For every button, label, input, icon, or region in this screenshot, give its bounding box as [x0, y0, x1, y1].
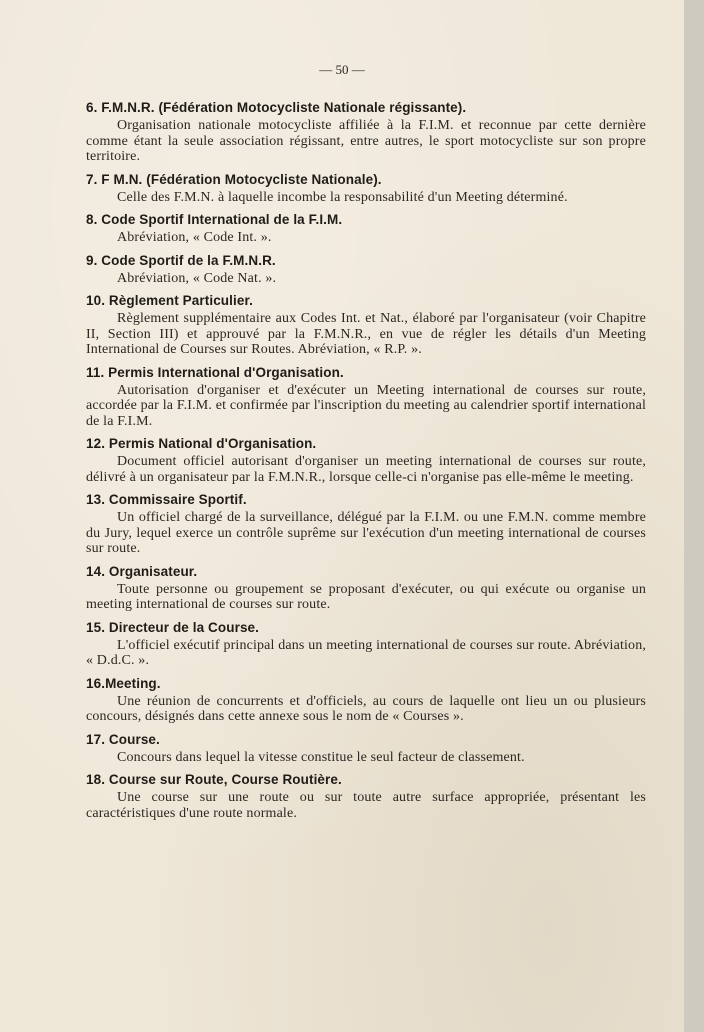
definition-entry	[86, 210, 646, 246]
definition-body: Une course sur une route ou sur toute autre surface appropriée, présentant les caractéristiques d'une route normale.	[86, 790, 646, 821]
definition-entry	[86, 490, 646, 557]
definition-entry	[86, 618, 646, 669]
definition-heading: 10. Règlement Particulier.	[86, 293, 253, 308]
definition-entry	[86, 291, 646, 358]
definition-body: Document officiel autorisant d'organiser un meeting international de courses sur route, délivré à un organisateur par la F.M.N.R., lorsque celle-ci n'organise pas elle-même le meeting.	[86, 454, 646, 485]
definition-entry	[86, 730, 646, 766]
definition-heading: 16.Meeting.	[86, 675, 161, 691]
definition-heading: 8. Code Sportif International de la F.I.M.	[86, 212, 343, 227]
definition-body: Celle des F.M.N. à laquelle incombe la responsabilité d'un Meeting déterminé.	[117, 189, 568, 205]
page-edge	[684, 0, 704, 1032]
definition-heading: 17. Course.	[86, 731, 160, 747]
definition-heading: 11. Permis International d'Organisation.	[86, 364, 344, 380]
definition-heading: 18. Course sur Route, Course Routière.	[86, 772, 342, 787]
definition-heading: 9. Code Sportif de la F.M.N.R.	[86, 252, 276, 268]
definition-body: Une réunion de concurrents et d'officiels, au cours de laquelle ont lieu un ou plusieurs concours, désignés dans cette annexe sous le nom de « Courses ».	[86, 693, 646, 724]
definition-body: L'officiel exécutif principal dans un meeting international de courses sur route. Abréviation, « D.d.C. ».	[86, 637, 646, 668]
definition-heading: 6. F.M.N.R. (Fédération Motocycliste Nationale régissante).	[86, 100, 467, 115]
definition-heading: 15. Directeur de la Course.	[86, 619, 260, 635]
definition-heading: 12. Permis National d'Organisation.	[86, 436, 317, 451]
definition-body: Organisation nationale motocycliste affiliée à la F.I.M. et reconnue par cette dernière comme étant la seule association régissant, entre autres, le sport motocycliste sur son propre territoire.	[86, 118, 646, 164]
definition-body: Autorisation d'organiser et d'exécuter un Meeting international de courses sur route, accordée par la F.I.M. et confirmée par l'inscription du meeting au calendrier sportif international de la F.I.M.	[86, 382, 646, 429]
definition-body: Concours dans lequel la vitesse constitue le seul facteur de classement.	[117, 749, 525, 765]
page-number: — 50 —	[319, 62, 365, 77]
definition-body: Toute personne ou groupement se proposant d'exécuter, ou qui exécute ou organise un meeting international de courses sur route.	[86, 581, 646, 612]
definition-body: Abréviation, « Code Int. ».	[117, 230, 272, 245]
definition-heading: 14. Organisateur.	[86, 563, 198, 579]
definition-entry	[86, 363, 646, 430]
definition-entry	[86, 98, 646, 165]
definition-heading: 13. Commissaire Sportif.	[86, 492, 247, 507]
definition-entry	[86, 674, 646, 725]
definition-body: Règlement supplémentaire aux Codes Int. et Nat., élaboré par l'organisateur (voir Chapitre II, Section III) et approuvé par la F.M.N.R., en vue de régler les détails d'un Meeting International de Courses sur Routes. Abréviation, « R.P. ».	[86, 311, 646, 357]
definition-entry	[86, 770, 646, 821]
definition-heading: 7. F M.N. (Fédération Motocycliste Nationale).	[86, 171, 382, 187]
definition-entry	[86, 251, 646, 287]
definition-entry	[86, 562, 646, 613]
definition-body: Un officiel chargé de la surveillance, délégué par la F.I.M. ou une F.M.N. comme membre du Jury, lequel exerce un contrôle suprême sur l'exécution d'un meeting international de courses sur route.	[86, 510, 646, 556]
definition-entry	[86, 170, 646, 206]
definition-entry	[86, 434, 646, 485]
definition-body: Abréviation, « Code Nat. ».	[117, 270, 277, 286]
definitions-list	[86, 98, 646, 826]
